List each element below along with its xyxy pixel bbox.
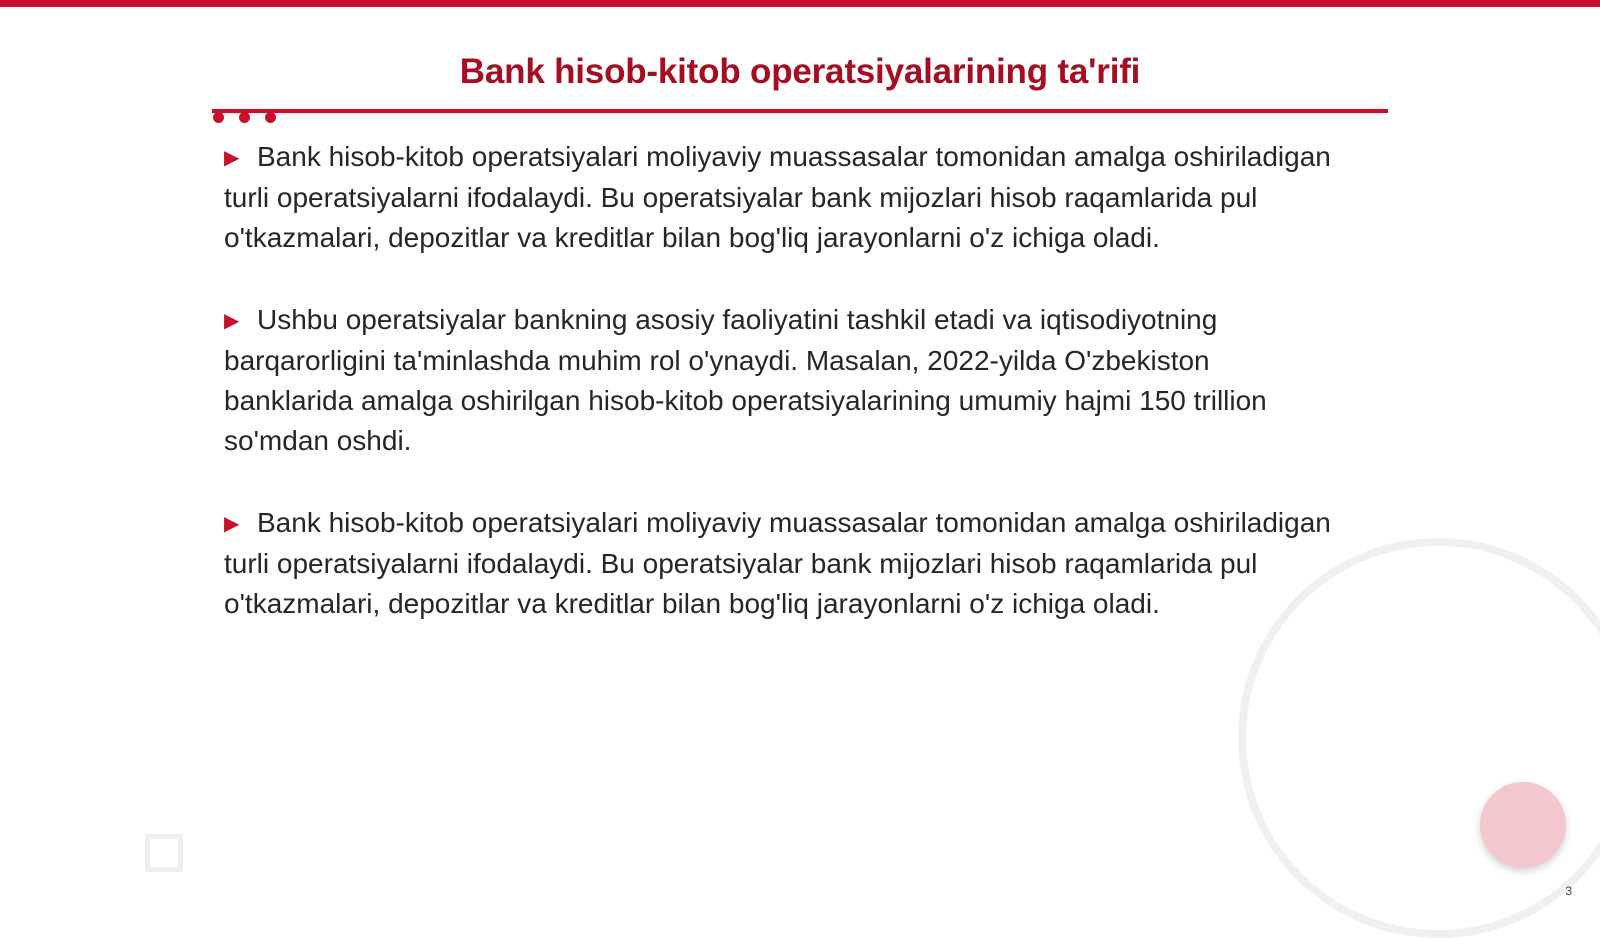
decorative-square bbox=[145, 834, 183, 872]
page-number: 3 bbox=[1565, 884, 1572, 898]
decorative-dot bbox=[239, 112, 250, 123]
bullet-paragraph bbox=[224, 300, 1334, 461]
paragraph-text: Bank hisob-kitob operatsiyalari moliyaviy muassasalar tomonidan amalga oshiriladigan turli operatsiyalarni ifodalaydi. Bu operatsiyalar bank mijozlari hisob raqamlarida pul o'tkazmalari, depozitlar va kreditlar bilan bog'liq jarayonlarni o'z ichiga oladi. bbox=[224, 141, 1331, 253]
bullet-paragraph bbox=[224, 503, 1334, 624]
title-underline bbox=[212, 109, 1388, 113]
triangle-bullet-icon: ▶ bbox=[224, 147, 240, 169]
decorative-circle bbox=[1480, 782, 1566, 868]
top-accent-bar bbox=[0, 0, 1600, 7]
paragraph-text: Bank hisob-kitob operatsiyalari moliyaviy muassasalar tomonidan amalga oshiriladigan turli operatsiyalarni ifodalaydi. Bu operatsiyalar bank mijozlari hisob raqamlarida pul o'tkazmalari, depozitlar va kreditlar bilan bog'liq jarayonlarni o'z ichiga oladi. bbox=[224, 507, 1331, 619]
decorative-dot bbox=[265, 112, 276, 123]
paragraph-text: Ushbu operatsiyalar bankning asosiy faoliyatini tashkil etadi va iqtisodiyotning barqarorligini ta'minlashda muhim rol o'ynaydi. Masalan, 2022-yilda O'zbekiston banklarida amalga oshirilgan hisob-kitob operatsiyalarining umumiy hajmi 150 trillion so'mdan oshdi. bbox=[224, 304, 1267, 456]
slide-title: Bank hisob-kitob operatsiyalarining ta'rifi bbox=[459, 52, 1141, 91]
bullet-paragraph bbox=[224, 137, 1334, 258]
triangle-bullet-icon: ▶ bbox=[224, 310, 240, 332]
triangle-bullet-icon: ▶ bbox=[224, 513, 240, 535]
slide-body bbox=[224, 137, 1334, 624]
decorative-dot bbox=[213, 112, 224, 123]
